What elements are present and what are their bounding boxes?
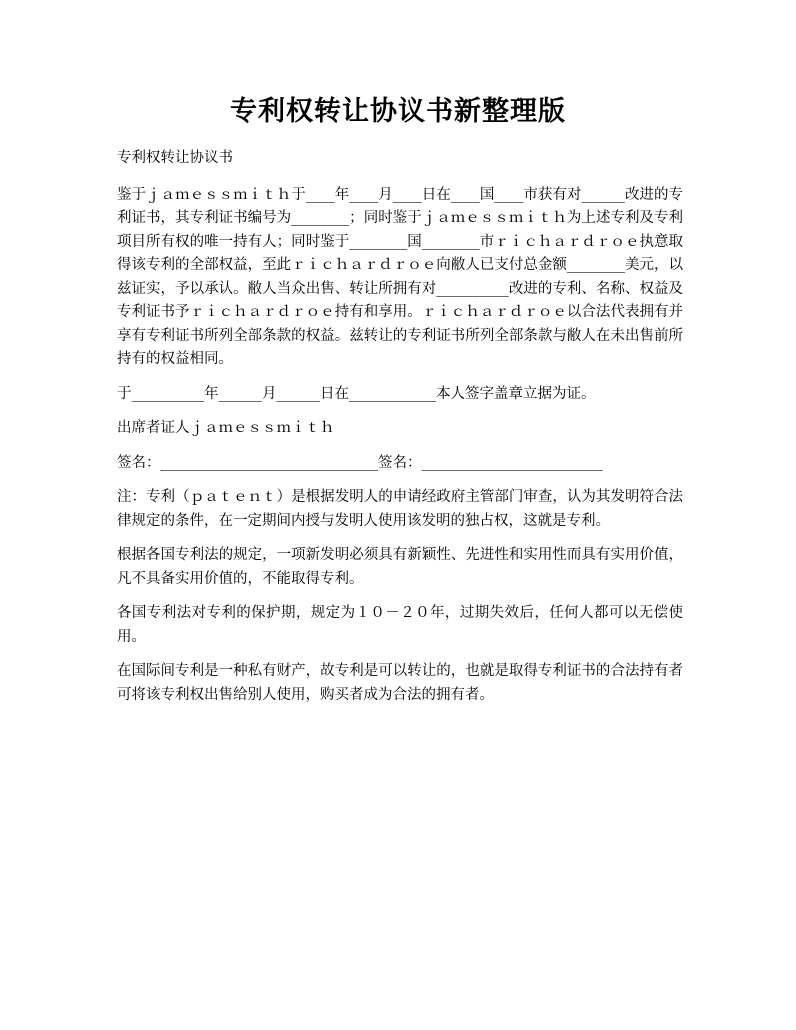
document-body <box>117 147 683 718</box>
paragraph-signatures: 签名：______________________________签名：_________________________ <box>117 454 603 471</box>
paragraph-witness: 出席者证人ｊａｍｅｓｓｍｉｔｈ <box>117 420 335 436</box>
document-title: 专利权转让协议书新整理版 <box>230 96 566 127</box>
paragraph-protection-period: 各国专利法对专利的保护期，规定为１０－２０年，过期失效后，任何人都可以无偿使用。 <box>117 605 683 645</box>
paragraph-transferability: 在国际间专利是一种私有财产，故专利是可以转让的，也就是取得专利证书的合法持有者可将该专利权出售给别人使用，购买者成为合法的拥有者。 <box>117 663 683 703</box>
paragraph-signing-date: 于__________年______月______日在____________本人签字盖章立据为证。 <box>117 385 596 402</box>
paragraph-agreement-terms: 鉴于ｊａｍｅｓｓｍｉｔｈ于____年____月____日在____国____市获有对______改进的专利证书，其专利证书编号为________；同时鉴于ｊａｍｅｓｓｍｉｔｈ为上述专利及专利项目所有权的唯一持有人；同时鉴于________国________市ｒｉｃｈａｒｄｒｏｅ执意取得该专利的全部权益，至此ｒｉｃｈａｒｄｒｏｅ向敝人已支付总金额________美元，以兹证实，予以承认。敝人当众出售、转让所拥有对__________改进的专利、名称、权益及专利证书予ｒｉｃｈａｒｄｒｏｅ持有和享用。ｒｉｃｈａｒｄｒｏｅ以合法代表拥有并享有专利证书所列全部条款的权益。兹转让的专利证书所列全部条款与敝人在未出售前所持有的权益相同。 <box>117 186 683 367</box>
document-subtitle: 专利权转让协议书 <box>117 150 233 166</box>
paragraph-patent-requirements: 根据各国专利法的规定，一项新发明必须具有新颖性、先进性和实用性而具有实用价值，凡不具备实用价值的，不能取得专利。 <box>117 547 683 587</box>
paragraph-note-patent: 注：专利（ｐａｔｅｎｔ）是根据发明人的申请经政府主管部门审查，认为其发明符合法律规定的条件，在一定期间内授与发明人使用该发明的独占权，这就是专利。 <box>117 489 683 529</box>
